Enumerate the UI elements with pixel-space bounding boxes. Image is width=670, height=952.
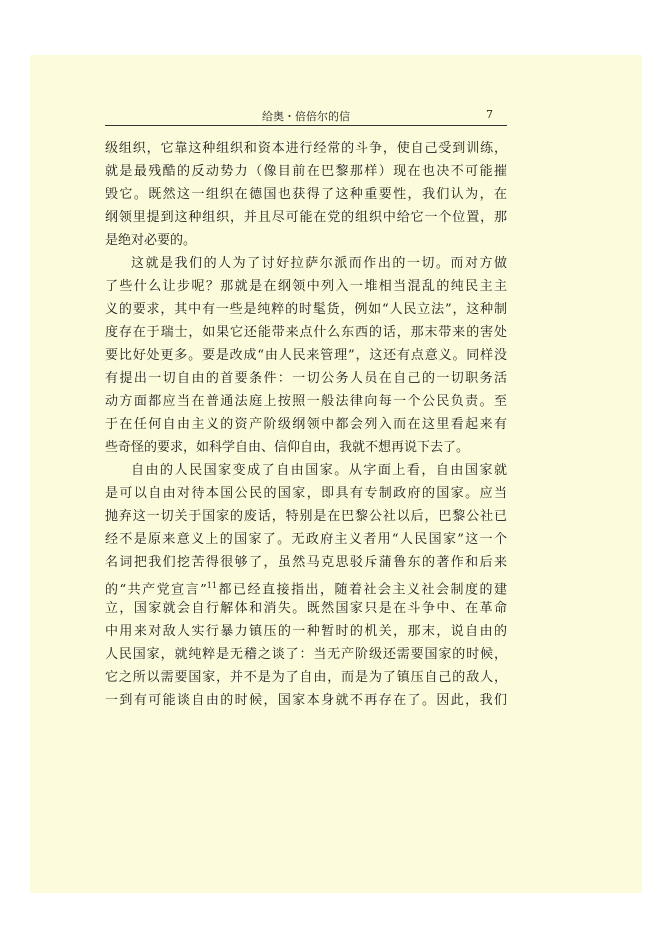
text-line: 是可以自由对待本国公民的国家，即具有专制政府的国家。应当 xyxy=(105,486,507,501)
text-line: 要比好处更多。要是改成“由人民来管理”，这还有点意义。同样没 xyxy=(105,348,507,363)
text-line: 中用来对敌人实行暴力镇压的一种暂时的机关，那末，说自由的 xyxy=(105,624,507,639)
text-line: 动方面都应当在普通法庭上按照一般法律向每一个公民负责。至 xyxy=(105,394,507,409)
text-line-with-footnote xyxy=(105,574,507,597)
text-line: 级组织，它靠这种组织和资本进行经常的斗争，使自己受到训练， xyxy=(105,141,507,156)
footnote-marker: 11 xyxy=(206,581,217,590)
text-line: 名词把我们挖苦得很够了，虽然马克思驳斥蒲鲁东的著作和后来 xyxy=(105,555,507,570)
running-title: 给奥・倍倍尔的信 xyxy=(262,110,350,123)
text-line: 抛弃这一切关于国家的废话，特别是在巴黎公社以后，巴黎公社已 xyxy=(105,509,507,524)
body-text xyxy=(105,137,507,712)
text-line: 就是最残酷的反动势力（像目前在巴黎那样）现在也决不可能摧 xyxy=(105,164,507,179)
text-segment: 都已经直接指出，随着社会主义社会制度的建 xyxy=(216,582,507,597)
text-line: 于在任何自由主义的资产阶级纲领中都会列入而在这里看起来有 xyxy=(105,417,507,432)
text-line: 有提出一切自由的首要条件：一切公务人员在自己的一切职务活 xyxy=(105,371,507,386)
text-line: 这就是我们的人为了讨好拉萨尔派而作出的一切。而对方做 xyxy=(131,256,507,271)
text-line: 人民国家，就纯粹是无稽之谈了：当无产阶级还需要国家的时候， xyxy=(105,647,507,662)
text-line: 度存在于瑞士，如果它还能带来点什么东西的话，那末带来的害处 xyxy=(105,325,507,340)
header-rule xyxy=(105,125,507,126)
text-line: 毁它。既然这一组织在德国也获得了这种重要性，我们认为，在 xyxy=(105,187,507,202)
text-line: 了些什么让步呢？那就是在纲领中列入一堆相当混乱的纯民主主 xyxy=(105,279,507,294)
text-line: 义的要求，其中有一些是纯粹的时髦货，例如“人民立法”，这种制 xyxy=(105,302,507,317)
text-line: 它之所以需要国家，并不是为了自由，而是为了镇压自己的敌人， xyxy=(105,670,507,685)
text-line: 立，国家就会自行解体和消失。既然国家只是在斗争中、在革命 xyxy=(105,601,507,616)
text-line: 纲领里提到这种组织，并且尽可能在党的组织中给它一个位置，那 xyxy=(105,210,507,225)
running-head xyxy=(105,106,507,126)
text-line: 些奇怪的要求，如科学自由、信仰自由，我就不想再说下去了。 xyxy=(105,440,470,455)
page-number: 7 xyxy=(486,108,493,121)
text-line: 是绝对必要的。 xyxy=(105,233,197,248)
text-segment: 的“共产党宣言” xyxy=(105,582,207,597)
text-line: 自由的人民国家变成了自由国家。从字面上看，自由国家就 xyxy=(131,463,507,478)
text-line: 一到有可能谈自由的时候，国家本身就不再存在了。因此，我们 xyxy=(105,693,507,708)
text-line: 经不是原来意义上的国家了。无政府主义者用“人民国家”这一个 xyxy=(105,532,507,547)
